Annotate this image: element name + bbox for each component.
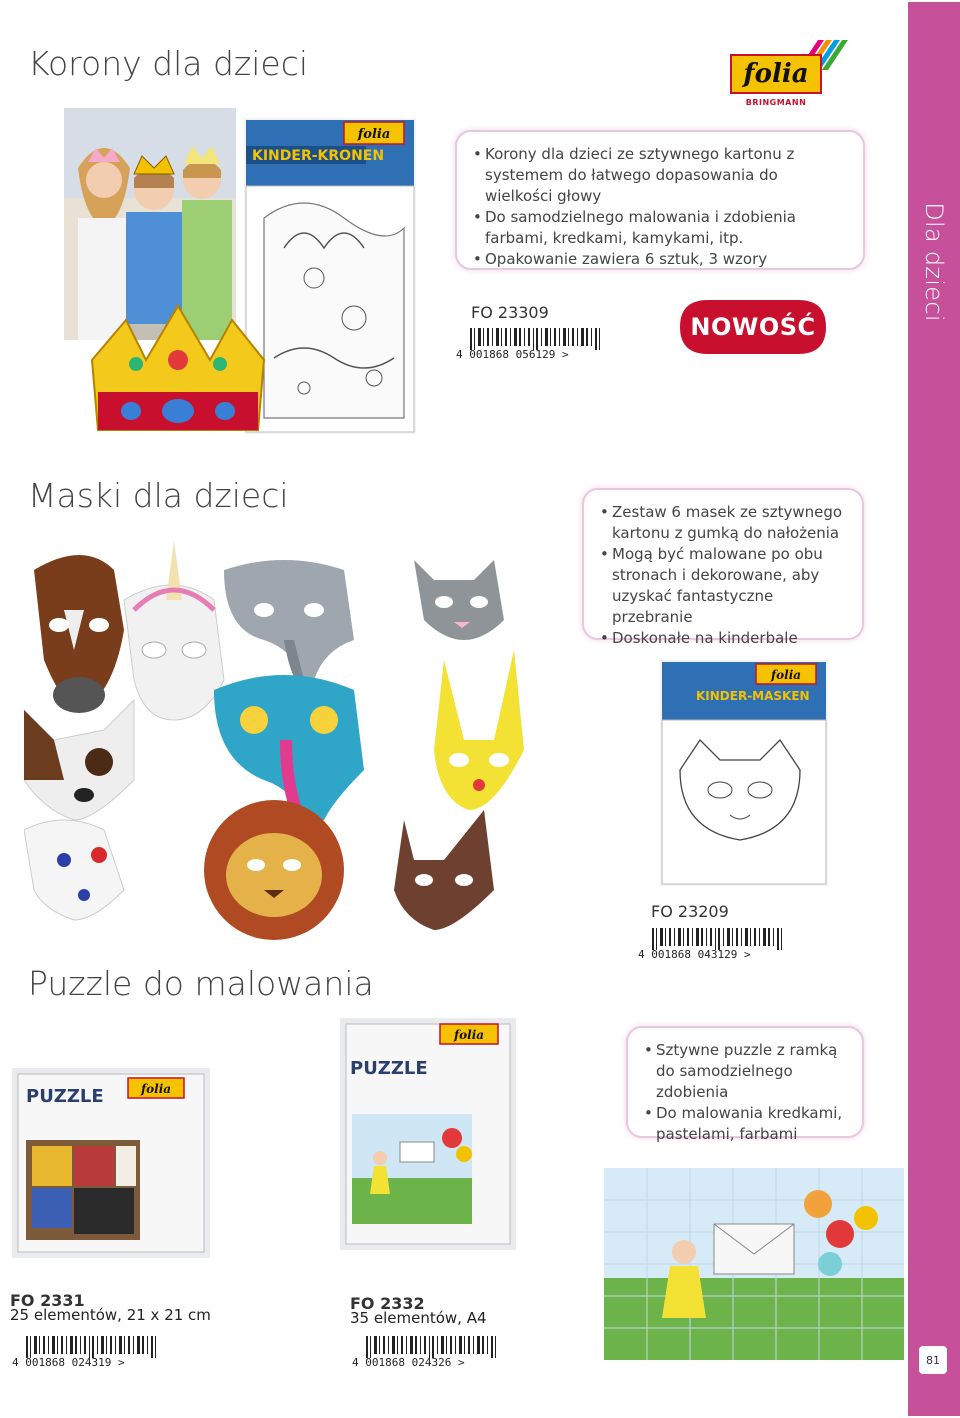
puzzle-bullet: • Sztywne puzzle z ramką do samodzielnego zdobienia bbox=[644, 1040, 846, 1103]
masks-bullet: • Mogą być malowane po obu stronach i dekorowane, aby uzyskać fantastyczne przebranie bbox=[600, 544, 846, 628]
crowns-bullet: • Do samodzielnego malowania i zdobienia farbami, kredkami, kamykami, itp. bbox=[473, 207, 847, 249]
svg-text:folia: folia bbox=[453, 1028, 485, 1042]
masks-info-card bbox=[582, 488, 864, 647]
svg-text:folia: folia bbox=[770, 668, 802, 682]
puzzle-product-desc-1: 25 elementów, 21 x 21 cm bbox=[10, 1306, 211, 1324]
logo-box bbox=[730, 54, 822, 94]
page-number: 81 bbox=[919, 1346, 947, 1374]
crowns-barcode-number: 4 001868 056129 > bbox=[456, 348, 569, 360]
barcode-icon bbox=[638, 926, 808, 960]
masks-barcode bbox=[638, 926, 808, 960]
masks-bullet: • Doskonałe na kinderbale bbox=[600, 628, 846, 649]
puzzle-package-title-1: PUZZLE bbox=[26, 1086, 104, 1107]
finished-puzzle-image bbox=[604, 1168, 904, 1360]
masks-product-code: FO 23209 bbox=[651, 902, 729, 921]
puzzle-barcode-1 bbox=[12, 1334, 182, 1368]
crown-package-title: KINDER-KRONEN bbox=[252, 148, 385, 164]
puzzle-product-code-1: FO 2331 bbox=[10, 1291, 85, 1310]
masks-package-image bbox=[660, 660, 828, 886]
masks-bullet-list bbox=[600, 502, 846, 649]
crowns-bullet: • Korony dla dzieci ze sztywnego kartonu z systemem do łatwego dopasowania do wielkości głowy bbox=[473, 144, 847, 207]
crowns-bullet-list bbox=[473, 144, 847, 270]
section-title-crowns: Korony dla dzieci bbox=[28, 44, 309, 83]
puzzle-bullet: • Do malowania kredkami, pastelami, farbami bbox=[644, 1103, 846, 1145]
puzzle-package-title-2: PUZZLE bbox=[350, 1058, 428, 1079]
brand-logo bbox=[718, 40, 848, 114]
crowns-bullet: • Opakowanie zawiera 6 sztuk, 3 wzory bbox=[473, 249, 847, 270]
masks-barcode-number: 4 001868 043129 > bbox=[638, 948, 751, 960]
svg-text:folia: folia bbox=[140, 1082, 172, 1096]
crowns-product-code: FO 23309 bbox=[471, 303, 549, 322]
puzzle-barcode-2 bbox=[352, 1334, 522, 1368]
category-label bbox=[908, 2, 960, 522]
crowns-barcode bbox=[456, 326, 626, 360]
masks-bullet: • Zestaw 6 masek ze sztywnego kartonu z gumką do nałożenia bbox=[600, 502, 846, 544]
puzzle-package-large-image bbox=[340, 1018, 516, 1250]
puzzle-bullet-list bbox=[644, 1040, 846, 1145]
crowns-info-card bbox=[455, 130, 865, 270]
new-badge bbox=[678, 298, 828, 356]
logo-word: folia bbox=[743, 59, 809, 89]
barcode-icon bbox=[352, 1334, 522, 1368]
gold-crown-image bbox=[86, 300, 270, 440]
barcode-icon bbox=[456, 326, 626, 360]
puzzle-product-desc-2: 35 elementów, A4 bbox=[350, 1309, 487, 1327]
masks-package-title: KINDER-MASKEN bbox=[696, 689, 810, 703]
puzzle-package-small-image bbox=[12, 1068, 210, 1258]
section-title-masks: Maski dla dzieci bbox=[28, 476, 289, 515]
section-title-puzzle: Puzzle do malowania bbox=[28, 964, 374, 1003]
animal-masks-image bbox=[24, 540, 584, 940]
puzzle-info-card bbox=[626, 1026, 864, 1143]
new-badge-text: NOWOŚĆ bbox=[690, 313, 816, 341]
barcode-icon bbox=[12, 1334, 182, 1368]
logo-sub: BRINGMANN bbox=[745, 98, 807, 107]
svg-text:folia: folia bbox=[357, 127, 391, 142]
category-label-text: Dla dzieci bbox=[920, 202, 948, 322]
puzzle-product-code-2: FO 2332 bbox=[350, 1294, 425, 1313]
puzzle-barcode-number-1: 4 001868 024319 > bbox=[12, 1356, 125, 1368]
puzzle-barcode-number-2: 4 001868 024326 > bbox=[352, 1356, 465, 1368]
